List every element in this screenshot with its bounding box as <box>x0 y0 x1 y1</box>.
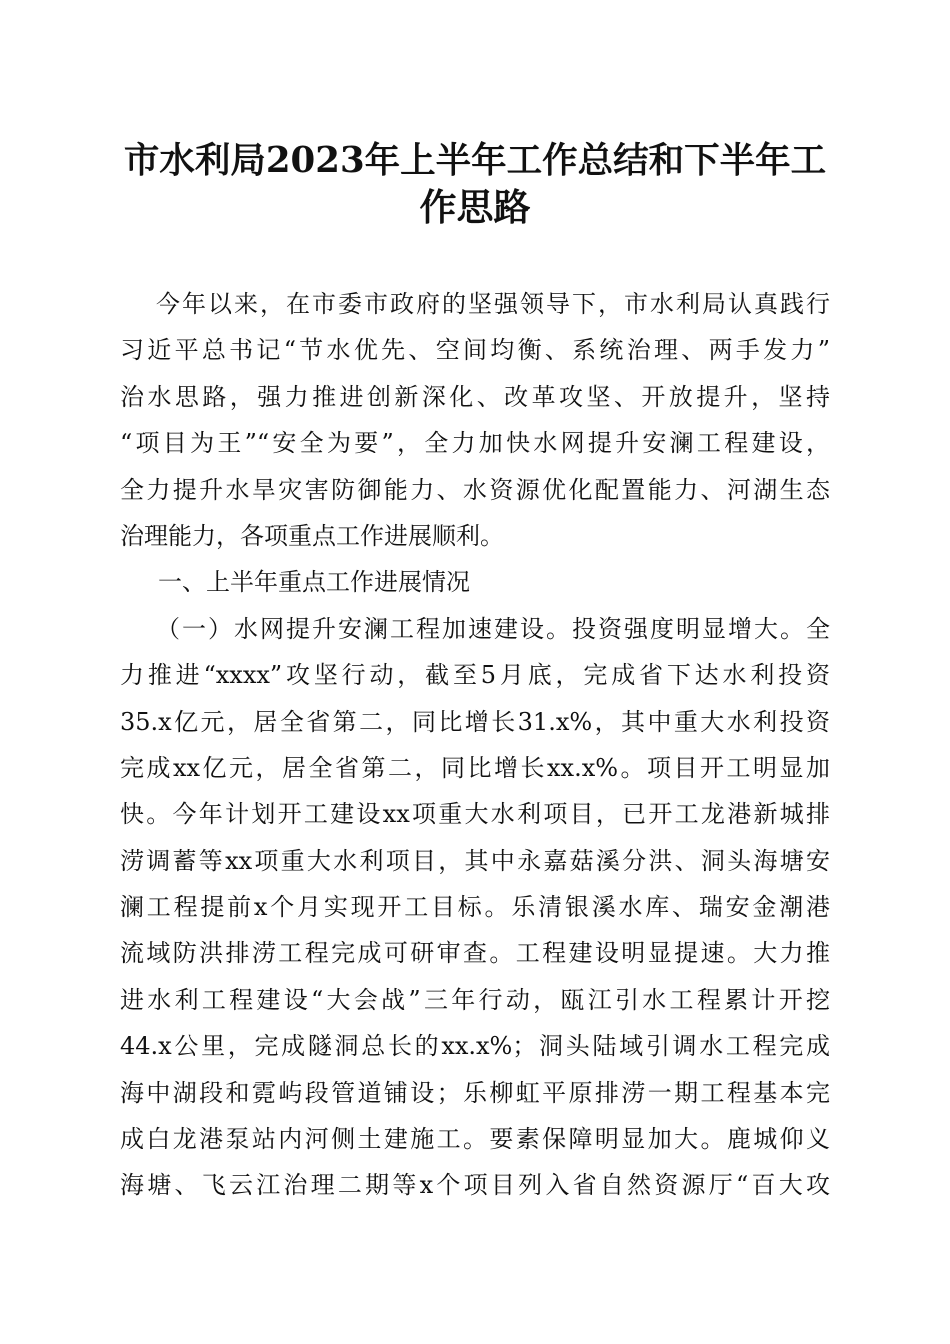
paragraph-line: 快。今年计划开工建设xx项重大水利项目，已开工龙港新城排 <box>120 800 830 829</box>
paragraph-line: 海中湖段和霓屿段管道铺设；乐柳虹平原排涝一期工程基本完 <box>120 1078 830 1107</box>
title-line-1: 市水利局2023年上半年工作总结和下半年工 <box>123 140 827 181</box>
paragraph-line: 海塘、飞云江治理二期等x个项目列入省自然资源厅“百大攻 <box>120 1171 830 1200</box>
paragraph-line: “项目为王”“安全为要”，全力加快水网提升安澜工程建设， <box>120 429 830 458</box>
paragraph-line: 进水利工程建设“大会战”三年行动，瓯江引水工程累计开挖 <box>120 985 830 1014</box>
paragraph-line: 治理能力，各项重点工作进展顺利。 <box>120 521 504 550</box>
subsection-paragraph <box>120 606 830 1209</box>
paragraph-line: 习近平总书记“节水优先、空间均衡、系统治理、两手发力” <box>120 336 830 365</box>
paragraph-line: 力推进“xxxx”攻坚行动，截至5月底，完成省下达水利投资 <box>120 661 830 690</box>
paragraph-line: 35.x亿元，居全省第二，同比增长31.x%，其中重大水利投资 <box>120 707 830 736</box>
document-title <box>120 138 830 230</box>
paragraph-line: 涝调蓄等xx项重大水利项目，其中永嘉菇溪分洪、洞头海塘安 <box>120 846 830 875</box>
paragraph-line: 流域防洪排涝工程完成可研审查。工程建设明显提速。大力推 <box>120 939 830 968</box>
paragraph-line: 澜工程提前x个月实现开工目标。乐清银溪水库、瑞安金潮港 <box>120 893 830 922</box>
paragraph-line: 完成xx亿元，居全省第二，同比增长xx.x%。项目开工明显加 <box>120 753 830 782</box>
paragraph-line: 今年以来，在市委市政府的坚强领导下，市水利局认真践行 <box>156 290 830 318</box>
paragraph-line: 成白龙港泵站内河侧土建施工。要素保障明显加大。鹿城仰义 <box>120 1125 830 1154</box>
paragraph-line: （一）水网提升安澜工程加速建设。投资强度明显增大。全 <box>156 614 830 643</box>
intro-paragraph <box>120 281 830 559</box>
section-heading: 一、上半年重点工作进展情况 <box>158 568 470 597</box>
paragraph-line: 治水思路，强力推进创新深化、改革攻坚、开放提升，坚持 <box>120 382 830 411</box>
document-body <box>120 281 830 1209</box>
paragraph-line: 全力提升水旱灾害防御能力、水资源优化配置能力、河湖生态 <box>120 475 830 504</box>
paragraph-line: 44.x公里，完成隧洞总长的xx.x%；洞头陆域引调水工程完成 <box>120 1032 830 1061</box>
title-line-2: 作思路 <box>419 185 531 229</box>
